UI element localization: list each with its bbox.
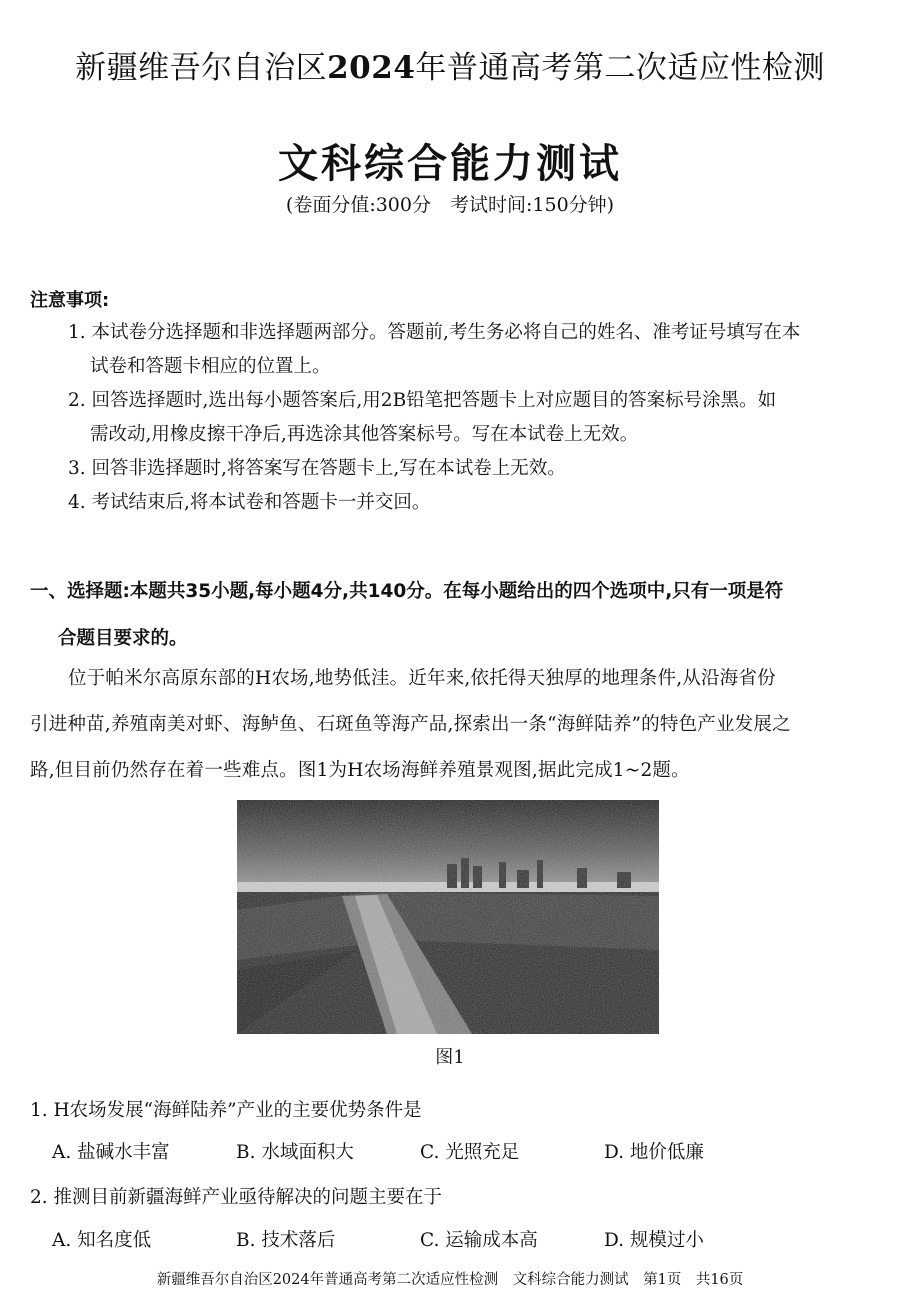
passage-line: 位于帕米尔高原东部的H农场,地势低洼。近年来,依托得天独厚的地理条件,从沿海省份	[68, 668, 776, 689]
notice-line: 2. 回答选择题时,选出每小题答案后,用2B铅笔把答题卡上对应题目的答案标号涂黑。如	[68, 390, 777, 411]
section-header-cont: 合题目要求的。	[58, 628, 188, 649]
section-desc: 本题共35小题,每小题4分,共140分。在每小题给出的四个选项中,只有一项是符	[129, 581, 784, 602]
notice-line: 1. 本试卷分选择题和非选择题两部分。答题前,考生务必将自己的姓名、准考证号填写在本	[68, 322, 801, 343]
section-header	[30, 577, 783, 603]
passage-line: 引进种苗,养殖南美对虾、海鲈鱼、石斑鱼等海产品,探索出一条“海鲜陆养”的特色产业发展之	[30, 714, 791, 735]
notice-line: 需改动,用橡皮擦干净后,再选涂其他答案标号。写在本试卷上无效。	[90, 424, 639, 445]
figure-caption: 图1	[435, 1047, 465, 1068]
notice-line: 3. 回答非选择题时,将答案写在答题卡上,写在本试卷上无效。	[68, 458, 566, 479]
section-label: 一、选择题:	[30, 581, 130, 602]
notice-title: 注意事项:	[30, 290, 110, 311]
exam-info: (卷面分值:300分 考试时间:150分钟)	[285, 194, 615, 216]
photo-illustration	[237, 800, 659, 1034]
question-option: C. 光照充足	[420, 1142, 520, 1163]
subject-title: 文科综合能力测试	[278, 141, 622, 187]
question-option: B. 水域面积大	[236, 1142, 354, 1163]
notice-line: 试卷和答题卡相应的位置上。	[90, 356, 331, 377]
page-footer: 新疆维吾尔自治区2024年普通高考第二次适应性检测 文科综合能力测试 第1页 共16页	[156, 1272, 744, 1288]
exam-title-year: 2024	[327, 50, 416, 86]
farm-landscape-photo	[237, 800, 659, 1034]
question-option: D. 规模过小	[604, 1230, 704, 1251]
question-stem: 2. 推测目前新疆海鲜产业亟待解决的问题主要在于	[30, 1187, 443, 1208]
notice-line: 4. 考试结束后,将本试卷和答题卡一并交回。	[68, 492, 431, 513]
question-option: C. 运输成本高	[420, 1230, 538, 1251]
question-stem: 1. H农场发展“海鲜陆养”产业的主要优势条件是	[30, 1100, 422, 1121]
passage-line: 路,但目前仍然存在着一些难点。图1为H农场海鲜养殖景观图,据此完成1~2题。	[30, 760, 690, 781]
exam-title-prefix: 新疆维吾尔自治区	[75, 50, 328, 86]
exam-title	[0, 42, 900, 87]
question-option: B. 技术落后	[236, 1230, 336, 1251]
question-option: D. 地价低廉	[604, 1142, 704, 1163]
exam-title-suffix: 年普通高考第二次适应性检测	[415, 50, 825, 86]
question-option: A. 知名度低	[52, 1230, 152, 1251]
question-option: A. 盐碱水丰富	[52, 1142, 170, 1163]
